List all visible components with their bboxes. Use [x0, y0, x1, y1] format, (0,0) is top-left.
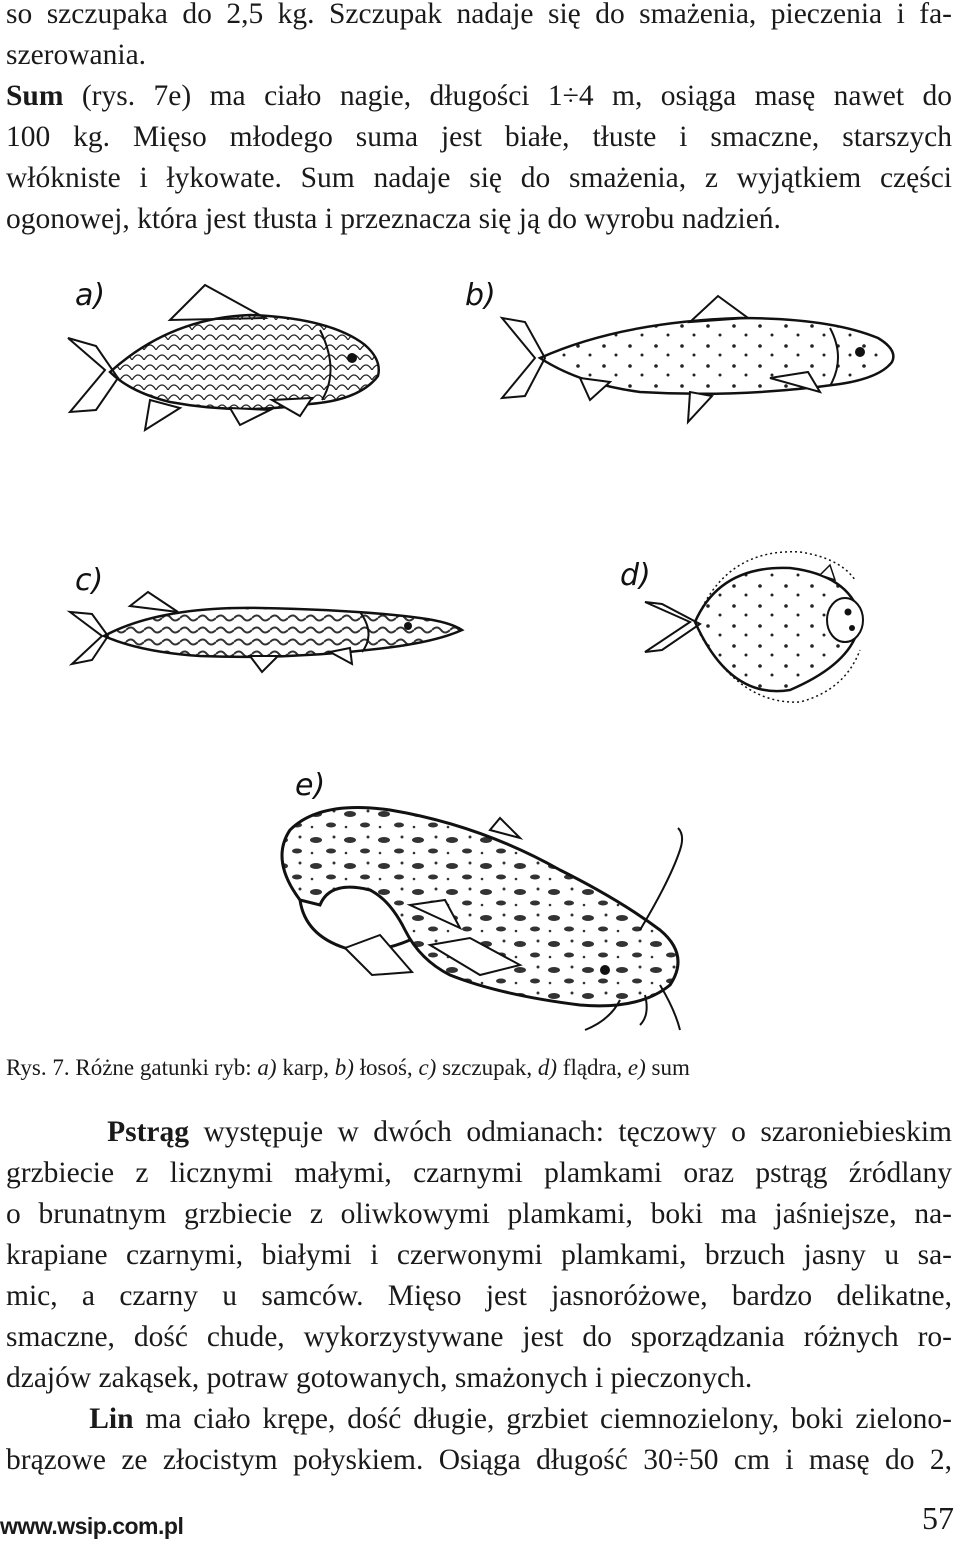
caption-text-c: szczupak,	[436, 1055, 538, 1080]
label-a: a)	[75, 278, 106, 313]
text-line: dzajów zakąsek, potraw gotowanych, smażonych i pieczonych.	[6, 1362, 753, 1394]
figure-caption	[6, 1053, 690, 1083]
catfish-fish	[282, 768, 682, 1030]
publisher-url[interactable]: www.wsip.com.pl	[0, 1513, 184, 1539]
caption-text-e: sum	[645, 1055, 690, 1080]
text-line	[6, 1399, 952, 1440]
label-d: d)	[620, 558, 651, 593]
pike-fish	[70, 563, 462, 672]
term-sum: Sum	[6, 80, 64, 112]
text-line	[6, 1112, 952, 1153]
label-b: b)	[465, 278, 496, 313]
text-line	[6, 76, 952, 117]
text-fragment: ma ciało krępe, dość długie, grzbiet ciemnozielony, boki zielono-	[133, 1403, 953, 1435]
label-c: c)	[75, 563, 104, 598]
carp-fish	[68, 278, 379, 430]
flounder-fish	[620, 552, 863, 702]
paragraph-top	[6, 0, 952, 240]
text-line: mic, a czarny u samców. Mięso jest jasnoróżowe, bardzo delikatne,	[6, 1280, 952, 1312]
text-fragment: (rys. 7e) ma ciało nagie, długości 1÷4 m, osiąga masę nawet do	[63, 80, 952, 112]
caption-key-a: a)	[257, 1055, 277, 1080]
paragraph-bottom	[6, 1112, 952, 1481]
caption-key-b: b)	[334, 1055, 354, 1080]
text-fragment: występuje w dwóch odmianach: tęczowy o szaroniebieskim	[189, 1116, 953, 1148]
text-line: włókniste i łykowate. Sum nadaje się do smażenia, z wyjątkiem części	[6, 162, 952, 194]
caption-text-d: flądra,	[557, 1055, 628, 1080]
caption-key-e: e)	[627, 1055, 646, 1080]
text-line: so szczupaka do 2,5 kg. Szczupak nadaje się do smażenia, pieczenia i fa-	[6, 0, 952, 30]
text-line: brązowe ze złocistym połyskiem. Osiąga długość 30÷50 cm i masę do 2,	[6, 1444, 952, 1476]
caption-key-d: d)	[537, 1055, 558, 1080]
caption-key-c: c)	[418, 1055, 437, 1080]
text-line: szerowania.	[6, 39, 147, 71]
salmon-fish	[465, 278, 893, 422]
text-line: o brunatnym grzbiecie z oliwkowymi plamkami, boki ma jaśniejsze, na-	[6, 1198, 952, 1230]
caption-prefix: Rys. 7. Różne gatunki ryb:	[6, 1055, 258, 1080]
term-lin: Lin	[89, 1403, 134, 1435]
text-line: grzbiecie z licznymi małymi, czarnymi plamkami oraz pstrąg źródlany	[6, 1157, 952, 1189]
text-line: krapiane czarnymi, białymi i czerwonymi plamkami, brzuch jasny u sa-	[6, 1239, 952, 1271]
text-line: 100 kg. Mięso młodego suma jest białe, tłuste i smaczne, starszych	[6, 121, 952, 153]
caption-text-a: karp,	[276, 1055, 335, 1080]
text-line: ogonowej, która jest tłusta i przeznacza się ją do wyrobu nadzień.	[6, 203, 781, 235]
label-e: e)	[295, 768, 326, 803]
page-number: 57	[922, 1500, 954, 1536]
text-line: smaczne, dość chude, wykorzystywane jest do sporządzania różnych ro-	[6, 1321, 952, 1353]
term-pstrag: Pstrąg	[107, 1116, 190, 1148]
fish-figure	[0, 250, 960, 1050]
caption-text-b: łosoś,	[353, 1055, 419, 1080]
